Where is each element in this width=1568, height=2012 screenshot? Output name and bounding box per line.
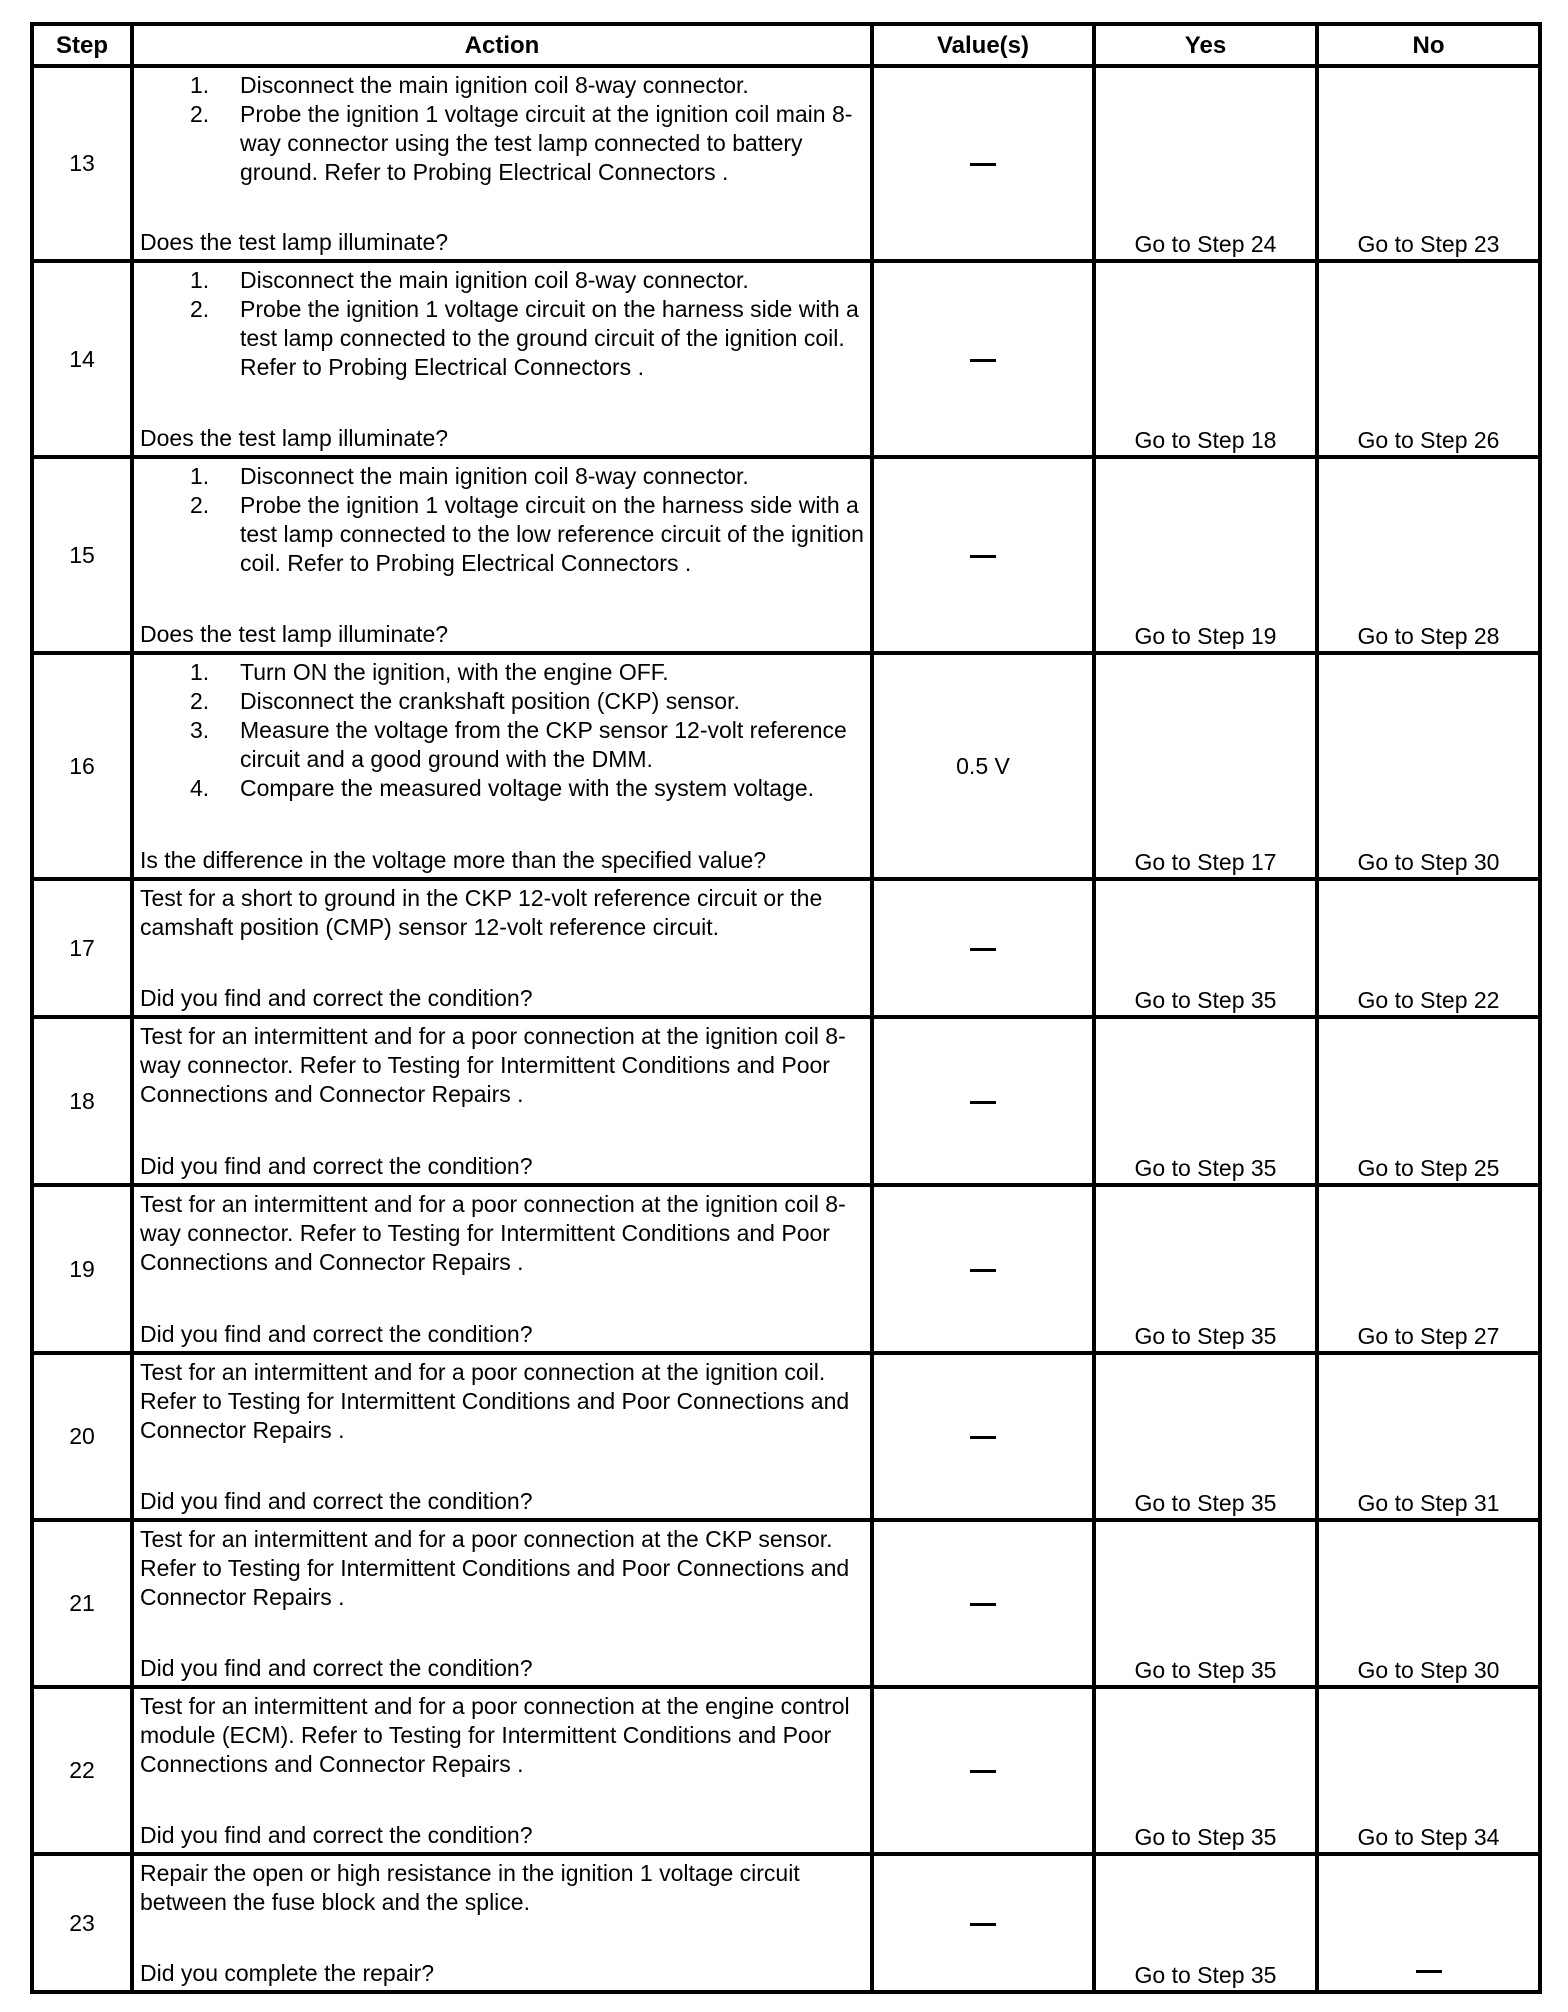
yes-cell: Go to Step 35 (1094, 1017, 1317, 1185)
no-cell: Go to Step 26 (1317, 261, 1540, 457)
header-values: Value(s) (872, 24, 1094, 66)
action-steps (140, 462, 864, 578)
value-cell (872, 879, 1094, 1017)
dash-mark (1416, 1970, 1442, 1973)
step-number: 18 (32, 1017, 132, 1185)
yes-cell: Go to Step 35 (1094, 1854, 1317, 1992)
table-row (32, 879, 1540, 1017)
action-step: 4. Compare the measured voltage with the system voltage. (190, 775, 815, 801)
action-steps (140, 658, 864, 803)
no-cell: Go to Step 31 (1317, 1353, 1540, 1520)
dash-mark (970, 1436, 996, 1439)
header-no: No (1317, 24, 1540, 66)
yes-cell: Go to Step 18 (1094, 261, 1317, 457)
dash-mark (970, 1269, 996, 1272)
table-row (32, 1687, 1540, 1854)
action-step: 2. Probe the ignition 1 voltage circuit on the harness side with a test lamp connected to the ground circuit of the ignition coil. Refer to Probing Electrical Connectors . (190, 296, 859, 380)
action-question: Did you find and correct the condition? (140, 1321, 533, 1347)
action-text: Test for an intermittent and for a poor connection at the engine control module (ECM). Refer to Testing for Intermittent Conditions and Poor Connections and Connector Repairs . (140, 1693, 850, 1777)
value-cell (872, 1687, 1094, 1854)
step-number: 21 (32, 1520, 132, 1687)
step-number: 22 (32, 1687, 132, 1854)
yes-cell: Go to Step 35 (1094, 1185, 1317, 1353)
no-cell: Go to Step 28 (1317, 457, 1540, 653)
value-cell (872, 1185, 1094, 1353)
no-cell: Go to Step 34 (1317, 1687, 1540, 1854)
dash-mark (970, 1770, 996, 1773)
action-cell (132, 879, 872, 1017)
no-cell (1317, 1854, 1540, 1992)
action-cell (132, 653, 872, 879)
action-text: Test for a short to ground in the CKP 12-volt reference circuit or the camshaft position (CMP) sensor 12-volt reference circuit. (140, 885, 823, 940)
diagnostic-table (30, 22, 1542, 1994)
no-cell: Go to Step 30 (1317, 653, 1540, 879)
table-row (32, 1185, 1540, 1353)
dash-mark (970, 1101, 996, 1104)
yes-cell: Go to Step 19 (1094, 457, 1317, 653)
action-cell (132, 1185, 872, 1353)
value-cell (872, 66, 1094, 261)
action-step: 2. Probe the ignition 1 voltage circuit on the harness side with a test lamp connected to the low reference circuit of the ignition coil. Refer to Probing Electrical Connectors . (190, 492, 864, 576)
action-cell (132, 1017, 872, 1185)
value-cell (872, 1854, 1094, 1992)
no-cell: Go to Step 23 (1317, 66, 1540, 261)
step-number: 16 (32, 653, 132, 879)
dash-mark (970, 1923, 996, 1926)
step-number: 15 (32, 457, 132, 653)
header-step: Step (32, 24, 132, 66)
value-cell (872, 1520, 1094, 1687)
action-text: Test for an intermittent and for a poor connection at the CKP sensor. Refer to Testing for Intermittent Conditions and Poor Connections and Connector Repairs . (140, 1526, 850, 1610)
action-text: Test for an intermittent and for a poor connection at the ignition coil. Refer to Testing for Intermittent Conditions and Poor Connections and Connector Repairs . (140, 1359, 850, 1443)
step-number: 19 (32, 1185, 132, 1353)
action-question: Did you find and correct the condition? (140, 985, 533, 1011)
yes-cell: Go to Step 35 (1094, 879, 1317, 1017)
action-question: Does the test lamp illuminate? (140, 621, 449, 647)
table-row (32, 66, 1540, 261)
table-row (32, 261, 1540, 457)
dash-mark (970, 163, 996, 166)
action-cell (132, 457, 872, 653)
header-yes: Yes (1094, 24, 1317, 66)
no-cell: Go to Step 22 (1317, 879, 1540, 1017)
table-row (32, 1520, 1540, 1687)
value-cell (872, 261, 1094, 457)
action-step: 2. Disconnect the crankshaft position (CKP) sensor. (190, 688, 740, 714)
action-cell (132, 261, 872, 457)
value-cell (872, 457, 1094, 653)
table-row (32, 1017, 1540, 1185)
action-step: 1. Disconnect the main ignition coil 8-way connector. (190, 463, 749, 489)
action-question: Does the test lamp illuminate? (140, 425, 449, 451)
action-text: Test for an intermittent and for a poor connection at the ignition coil 8-way connector. Refer to Testing for Intermittent Conditions and Poor Connections and Connector Repairs . (140, 1023, 846, 1107)
dash-mark (970, 1603, 996, 1606)
table-row (32, 653, 1540, 879)
action-question: Did you find and correct the condition? (140, 1822, 533, 1848)
action-cell (132, 66, 872, 261)
action-step: 1. Disconnect the main ignition coil 8-way connector. (190, 267, 749, 293)
header-action: Action (132, 24, 872, 66)
action-step: 1. Turn ON the ignition, with the engine OFF. (190, 659, 669, 685)
no-cell: Go to Step 30 (1317, 1520, 1540, 1687)
dash-mark (970, 555, 996, 558)
step-number: 14 (32, 261, 132, 457)
value-cell: 0.5 V (872, 653, 1094, 879)
action-cell (132, 1353, 872, 1520)
step-number: 23 (32, 1854, 132, 1992)
table-row (32, 457, 1540, 653)
action-question: Does the test lamp illuminate? (140, 229, 449, 255)
action-step: 3. Measure the voltage from the CKP sensor 12-volt reference circuit and a good ground with the DMM. (190, 717, 847, 772)
action-cell (132, 1687, 872, 1854)
yes-cell: Go to Step 35 (1094, 1520, 1317, 1687)
table-row (32, 1854, 1540, 1992)
yes-cell: Go to Step 17 (1094, 653, 1317, 879)
no-cell: Go to Step 27 (1317, 1185, 1540, 1353)
action-steps (140, 71, 864, 187)
dash-mark (970, 359, 996, 362)
action-text: Repair the open or high resistance in the ignition 1 voltage circuit between the fuse block and the splice. (140, 1860, 800, 1915)
step-number: 13 (32, 66, 132, 261)
action-step: 1. Disconnect the main ignition coil 8-way connector. (190, 72, 749, 98)
action-text: Test for an intermittent and for a poor connection at the ignition coil 8-way connector. Refer to Testing for Intermittent Conditions and Poor Connections and Connector Repairs . (140, 1191, 846, 1275)
value-cell (872, 1017, 1094, 1185)
table-row (32, 1353, 1540, 1520)
action-step: 2. Probe the ignition 1 voltage circuit at the ignition coil main 8-way connector using the test lamp connected to battery ground. Refer to Probing Electrical Connectors . (190, 101, 853, 185)
action-cell (132, 1520, 872, 1687)
no-cell: Go to Step 25 (1317, 1017, 1540, 1185)
step-number: 17 (32, 879, 132, 1017)
value-cell (872, 1353, 1094, 1520)
action-steps (140, 266, 864, 382)
action-question: Did you find and correct the condition? (140, 1488, 533, 1514)
step-number: 20 (32, 1353, 132, 1520)
action-question: Did you complete the repair? (140, 1960, 435, 1986)
action-cell (132, 1854, 872, 1992)
action-question: Did you find and correct the condition? (140, 1655, 533, 1681)
yes-cell: Go to Step 24 (1094, 66, 1317, 261)
yes-cell: Go to Step 35 (1094, 1353, 1317, 1520)
dash-mark (970, 948, 996, 951)
action-question: Is the difference in the voltage more than the specified value? (140, 847, 767, 873)
action-question: Did you find and correct the condition? (140, 1153, 533, 1179)
table-header-row (32, 24, 1540, 66)
yes-cell: Go to Step 35 (1094, 1687, 1317, 1854)
